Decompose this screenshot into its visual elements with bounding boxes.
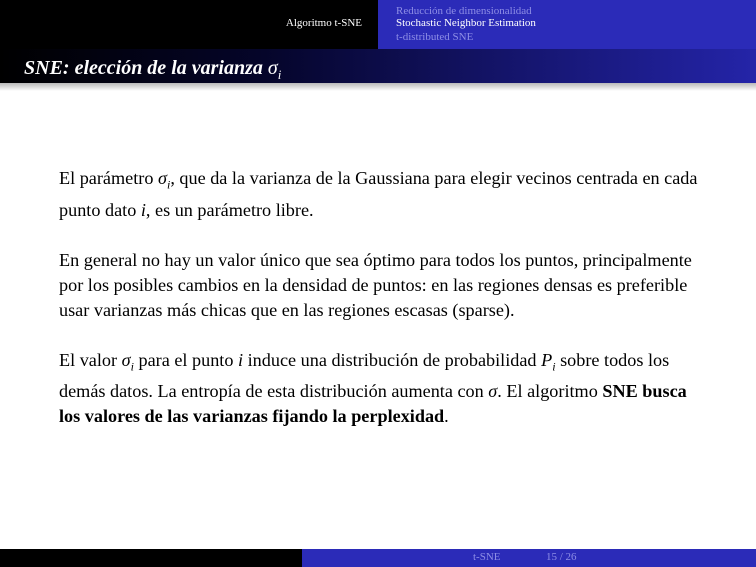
p1-sigma: σ [157, 168, 167, 188]
frame-title-subscript: i [277, 67, 282, 82]
p3-text-f: . [444, 406, 449, 427]
p3-text-d: sobre todos los demás datos. La entropía de esta distribución aumenta con [59, 349, 670, 402]
frame-title-shadow [0, 83, 756, 91]
paragraph-1 [59, 166, 709, 223]
p3-text-c: induce una distribución de probabilidad [243, 349, 542, 370]
p3-sigma-2: σ [488, 381, 498, 402]
p1-text-c: , es un parámetro libre. [145, 199, 314, 220]
p3-prob-subscript: i [552, 359, 556, 374]
header-right-panel [378, 0, 756, 49]
slide-body [59, 166, 709, 429]
paragraph-3 [59, 348, 709, 430]
p3-index-i: i [238, 349, 244, 370]
frame-title-text: SNE: elección de la varianza [24, 57, 268, 79]
p3-bold-text: SNE busca los valores de las varianzas fijando la perplexidad [59, 381, 687, 427]
p1-text-b: , que da la varianza de la Gaussiana para elegir vecinos centrada en cada punto dato [59, 168, 698, 220]
frame-title-sigma: σ [267, 57, 278, 79]
page-number: 15 / 26 [546, 551, 577, 563]
footer-title[interactable]: t-SNE [473, 551, 501, 563]
frame-title [24, 57, 281, 83]
p1-text-a: El parámetro [59, 168, 158, 188]
p3-text-a: El valor [59, 349, 122, 370]
frame-title-bar [0, 49, 756, 83]
header-bar [0, 0, 756, 49]
header-left-panel [0, 0, 378, 49]
p3-prob-P: P [541, 349, 553, 370]
p1-sigma-subscript: i [166, 177, 171, 192]
p3-text-e: . El algoritmo [497, 381, 603, 402]
paragraph-2: En general no hay un valor único que sea óptimo para todos los puntos, principalmente por los posibles cambios en la densidad de puntos: en las regiones densas es preferible usar varianzas más chicas que en las regiones escasas (sparse). [59, 249, 692, 320]
p3-sigma: σ [121, 349, 131, 370]
p3-text-b: para el punto [133, 349, 239, 370]
section-link-reduccion[interactable]: Reducción de dimensionalidad [396, 5, 532, 17]
presentation-title[interactable]: Algoritmo t-SNE [285, 17, 362, 29]
footer-bar [0, 549, 756, 567]
section-link-sne[interactable]: Stochastic Neighbor Estimation [396, 17, 536, 29]
p1-index-i: i [140, 199, 146, 220]
p3-sigma-subscript: i [130, 359, 134, 374]
footer-right-panel [302, 549, 756, 567]
footer-left-panel [0, 549, 302, 567]
section-link-tsne[interactable]: t-distributed SNE [396, 31, 474, 43]
